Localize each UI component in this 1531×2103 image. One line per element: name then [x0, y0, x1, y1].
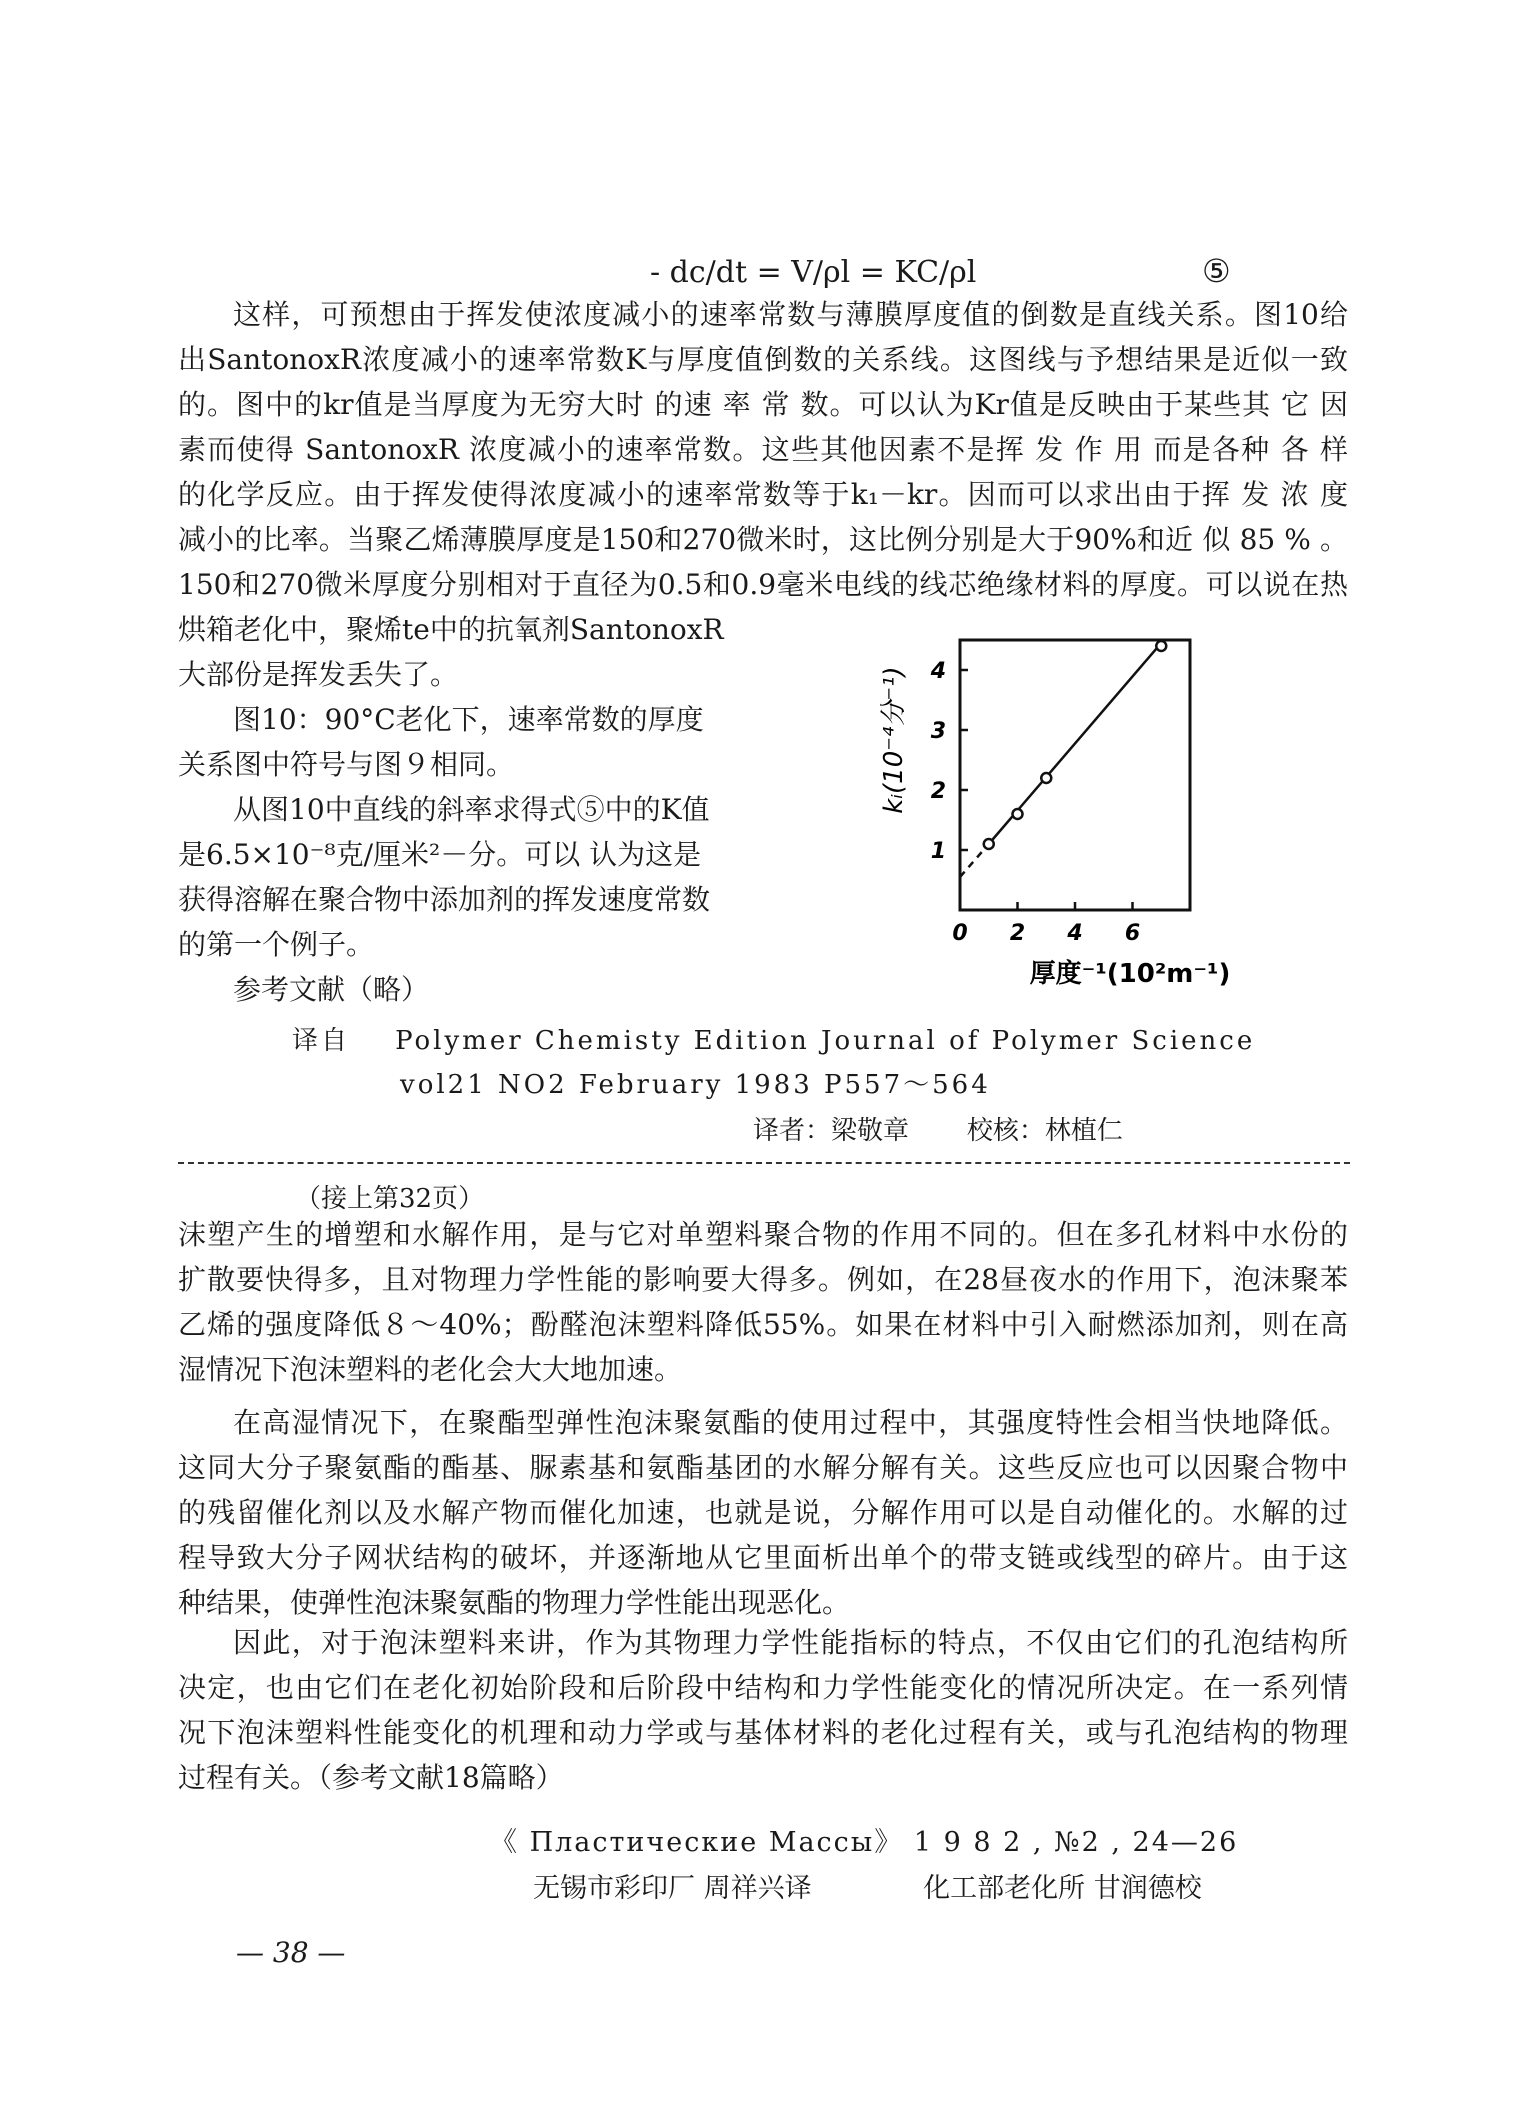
equation-number: ⑤ — [1202, 252, 1231, 290]
para4-line: 况下泡沫塑料性能变化的机理和动力学或与基体材料的老化过程有关，或与孔泡结构的物理 — [178, 1716, 1348, 1749]
para1-line: 出SantonoxR浓度减小的速率常数K与厚度值倒数的关系线。这图线与予想结果是近似一致 — [178, 343, 1348, 376]
references-note: 参考文献（略） — [233, 973, 430, 1006]
source-line-1 — [292, 1020, 1255, 1062]
left-column-text — [178, 607, 738, 1012]
reference-credits — [533, 1868, 1202, 1910]
figure-10-chart — [860, 620, 1280, 1000]
left-col-line: 从图10中直线的斜率求得式⑤中的K值 — [233, 793, 710, 826]
page-number: — 38 — — [236, 1936, 346, 1969]
para1-line: 这样，可预想由于挥发使浓度减小的速率常数与薄膜厚度值的倒数是直线关系。图10给 — [233, 298, 1348, 331]
para4-line: 决定，也由它们在老化初始阶段和后阶段中结构和力学性能变化的情况所决定。在一系列情 — [178, 1671, 1348, 1704]
para3-line: 在高湿情况下，在聚酯型弹性泡沫聚氨酯的使用过程中，其强度特性会相当快地降低。 — [233, 1406, 1348, 1439]
reference-citation: 《 Пластические Массы》 1 9 8 2 , №2 , 24—26 — [490, 1827, 1239, 1858]
paragraph-1 — [178, 292, 1348, 607]
para1-line: 的化学反应。由于挥发使得浓度减小的速率常数等于k₁－kr。因而可以求出由于挥 发 浓 度 — [178, 478, 1348, 511]
left-col-line: 获得溶解在聚合物中添加剂的挥发速度常数 — [178, 883, 711, 916]
plot-box — [960, 640, 1190, 910]
credit-checker: 化工部老化所 甘润德校 — [923, 1873, 1202, 1904]
y-tick-label: 2 — [930, 779, 946, 804]
para2-line: 沫塑产生的增塑和水解作用，是与它对单塑料聚合物的作用不同的。但在多孔材料中水份的 — [178, 1218, 1348, 1251]
paragraph-4 — [178, 1620, 1348, 1800]
x-axis-label: 厚度⁻¹(10²m⁻¹) — [1029, 959, 1231, 989]
figure-caption-cont: 关系图中符号与图９相同。 — [178, 748, 515, 781]
para1-line: 的。图中的kr值是当厚度为无穷大时 的速 率 常 数。可以认为Kr值是反映由于某些其 它 因 — [178, 388, 1348, 421]
data-point — [1041, 773, 1051, 783]
left-col-line: 的第一个例子。 — [178, 928, 375, 961]
source-prefix: 译自 — [292, 1026, 351, 1056]
y-tick-label: 4 — [930, 659, 946, 684]
para1-line: 素而使得 SantonoxR 浓度减小的速率常数。这些其他因素不是挥 发 作 用 而是各种 各 样 — [178, 433, 1348, 466]
y-tick-label: 1 — [930, 839, 946, 864]
equation: - dc/dt = V/ρl = KC/ρl — [650, 255, 977, 290]
chart-frame — [960, 640, 1190, 910]
chart-marks — [960, 641, 1166, 877]
source-journal: Polymer Chemisty Edition Journal of Polymer Science — [395, 1026, 1256, 1056]
credit-translator: 无锡市彩印厂 周祥兴译 — [533, 1873, 812, 1904]
para2-line: 湿情况下泡沫塑料的老化会大大地加速。 — [178, 1353, 683, 1386]
paragraph-2 — [178, 1212, 1348, 1392]
x-tick-label: 6 — [1124, 921, 1141, 946]
para4-line: 过程有关。（参考文献18篇略） — [178, 1761, 564, 1794]
data-point — [1156, 641, 1166, 651]
translator: 译者：梁敬章 — [753, 1116, 910, 1146]
data-point — [1013, 809, 1023, 819]
para2-line: 乙烯的强度降低８～40%；酚醛泡沫塑料降低55%。如果在材料中引入耐燃添加剂，则在高 — [178, 1308, 1348, 1341]
translator-line — [753, 1110, 1123, 1152]
para3-line: 的残留催化剂以及水解产物而催化加速，也就是说，分解作用可以是自动催化的。水解的过 — [178, 1496, 1348, 1529]
section-divider — [178, 1162, 1350, 1164]
para3-line: 种结果，使弹性泡沫聚氨酯的物理力学性能出现恶化。 — [178, 1586, 851, 1619]
left-col-line: 是6.5×10⁻⁸克/厘米²－分。可以 认为这是 — [178, 838, 702, 871]
x-tick-label: 0 — [952, 921, 968, 946]
para1-line: 减小的比率。当聚乙烯薄膜厚度是150和270微米时，这比例分别是大于90%和近 似 85 % 。 — [178, 523, 1348, 556]
data-point — [984, 839, 994, 849]
y-tick-label: 3 — [930, 719, 946, 744]
left-col-line: 大部份是挥发丢失了。 — [178, 658, 459, 691]
checker: 校核：林植仁 — [966, 1116, 1123, 1146]
para3-line: 这同大分子聚氨酯的酯基、脲素基和氨酯基团的水解分解有关。这些反应也可以因聚合物中 — [178, 1451, 1348, 1484]
x-tick-label: 4 — [1067, 921, 1083, 946]
continuation-note: （接上第32页） — [295, 1184, 485, 1214]
paragraph-3 — [178, 1400, 1348, 1625]
source-line-2: vol21 NO2 February 1983 P557～564 — [400, 1070, 991, 1100]
left-col-line: 烘箱老化中，聚烯te中的抗氧剂SantonoxR — [178, 613, 724, 646]
x-tick-label: 2 — [1009, 921, 1026, 946]
para2-line: 扩散要快得多，且对物理力学性能的影响要大得多。例如，在28昼夜水的作用下，泡沫聚苯 — [178, 1263, 1348, 1296]
para3-line: 程导致大分子网状结构的破坏，并逐渐地从它里面析出单个的带支链或线型的碎片。由于这 — [178, 1541, 1348, 1574]
y-axis-label: kᵢ(10⁻⁴分⁻¹) — [879, 666, 909, 814]
figure-caption: 图10：90°C老化下，速率常数的厚度 — [233, 703, 704, 736]
para4-line: 因此，对于泡沫塑料来讲，作为其物理力学性能指标的特点，不仅由它们的孔泡结构所 — [233, 1626, 1348, 1659]
para1-line: 150和270微米厚度分别相对于直径为0.5和0.9毫米电线的线芯绝缘材料的厚度。可以说在热 — [178, 568, 1348, 601]
